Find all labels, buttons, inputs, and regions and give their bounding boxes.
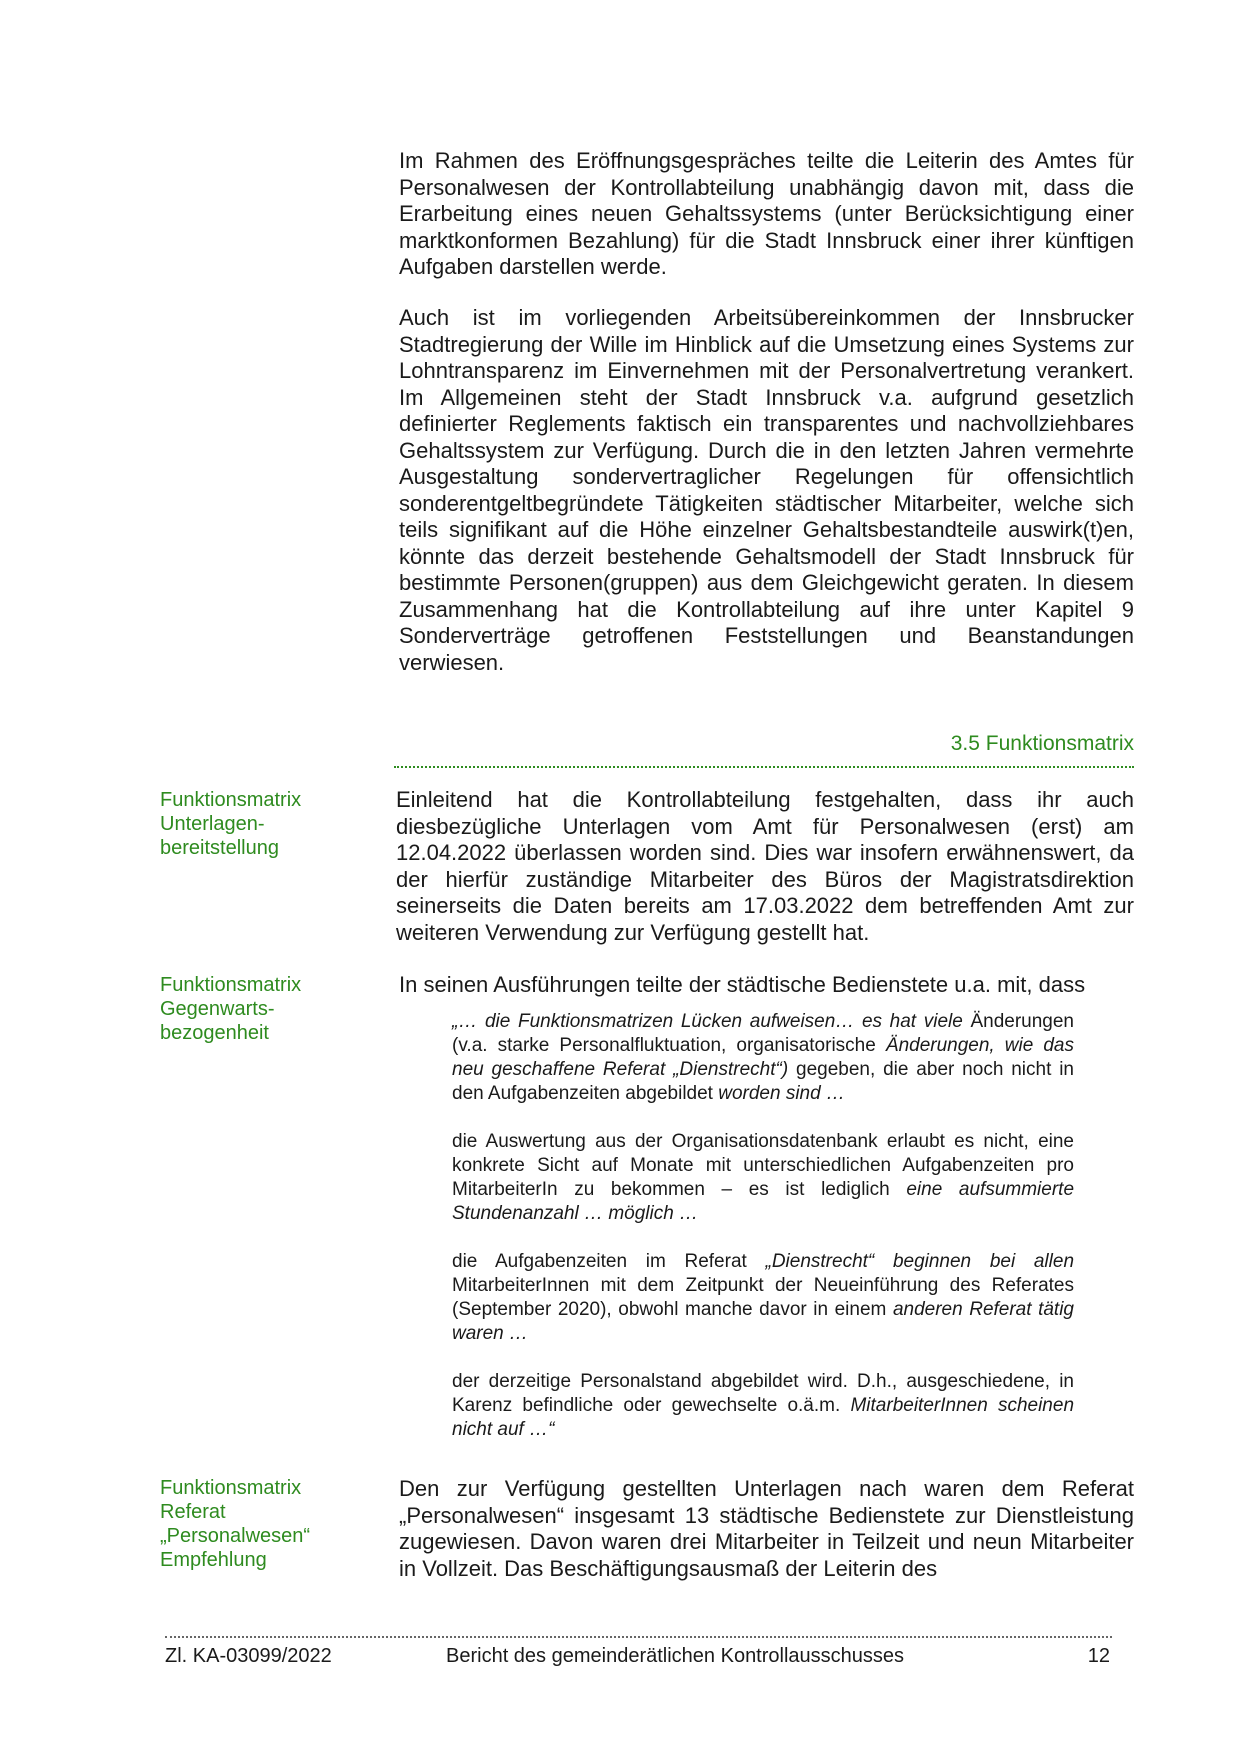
block-2-intro: In seinen Ausführungen teilte der städtische Bedienstete u.a. mit, dass [399,972,1086,997]
block-3-paragraph: Den zur Verfügung gestellten Unterlagen nach waren dem Referat „Personalwesen“ insgesamt 13 städtische Bedienstete zur Dienstleistung zugewiesen. Davon waren drei Mitarbeiter in Teilzeit und neun Mitarbeiter in Vollzeit. Das Beschäftigungsausmaß der Leiterin des [399,1476,1134,1581]
quote-paragraph-1 [452,1010,1074,1106]
margin-note-line: Unterlagen- [160,813,265,835]
margin-note-line: Gegenwarts- [160,998,275,1020]
quote-paragraph-3 [452,1250,1074,1346]
quote-text: MitarbeiterInnen mit dem Zeitpunkt der Neueinführung des Referates (September 2020), obwohl manche davor in einem [452,1275,1074,1320]
margin-note-line: bereitstellung [160,837,279,859]
margin-note-line: Empfehlung [160,1549,267,1571]
margin-note-line: „Personalwesen“ [160,1525,311,1547]
margin-note-gegenwart [160,973,390,1045]
quote-text: gegeben, die aber noch nicht in den Aufgabenzeiten abgebildet [452,1059,1075,1104]
quote-text: „… die Funktionsmatrizen Lücken aufweisen… es hat viele [452,1011,963,1032]
footer-divider [165,1636,1112,1638]
margin-note-referat [160,1476,390,1572]
intro-paragraph-1: Im Rahmen des Eröffnungsgespräches teilte die Leiterin des Amtes für Personalwesen der Kontrollabteilung unabhängig davon mit, dass die Erarbeitung eines neuen Gehaltssystems (unter Berücksichtigung einer marktkonformen Bezahlung) für die Stadt Innsbruck einer ihrer künftigen Aufgaben darstellen werde. [399,148,1134,279]
quote-text: die Aufgabenzeiten im Referat [452,1251,747,1272]
intro-paragraph-2: Auch ist im vorliegenden Arbeitsübereinkommen der Innsbrucker Stadtregierung der Wille im Hinblick auf die Umsetzung eines Systems zur Lohntransparenz im Einvernehmen mit der Personalvertretung verankert. Im Allgemeinen steht der Stadt Innsbruck v.a. aufgrund gesetzlich definierter Reglements faktisch ein transparentes und nachvollziehbares Gehaltssystem zur Verfügung. Durch die in den letzten Jahren vermehrte Ausgestaltung sondervertraglicher Regelungen für offensichtlich sonderentgeltbegründete Tätigkeiten städtischer Mitarbeiter, welche sich teils signifikant auf die Höhe einzelner Gehaltsbestandteile auswirk(t)en, könnte das derzeit bestehende Gehaltsmodell der Stadt Innsbruck für bestimmte Personen(gruppen) aus dem Gleichgewicht geraten. In diesem Zusammenhang hat die Kontrollabteilung auf ihre unter Kapitel 9 Sonderverträge getroffenen Feststellungen und Beanstandungen verwiesen. [399,305,1134,675]
margin-note-line: Funktionsmatrix [160,789,302,811]
quote-text: die Auswertung aus der Organisationsdatenbank erlaubt es nicht, eine konkrete Sicht auf Monate mit unterschiedlichen Aufgabenzeiten pro MitarbeiterIn zu bekommen – es ist lediglich [452,1131,1074,1200]
footer-title: Bericht des gemeinderätlichen Kontrollausschusses [446,1645,905,1667]
quote-text: anderen Referat tätig waren … [452,1299,1075,1344]
quote-paragraph-4 [452,1370,1074,1442]
quote-text: eine aufsummierte Stundenanzahl … möglich … [452,1179,1075,1224]
footer-reference: Zl. KA-03099/2022 [165,1645,332,1667]
quote-block [452,1010,1074,1466]
quote-text: der derzeitige Personalstand abgebildet wird. D.h., ausgeschiedene, in Karenz befindliche oder gewechselte o.ä.m. [452,1371,1074,1416]
quote-text: Änderungen, wie das neu geschaffene Referat „Dienstrecht“) [452,1035,1074,1080]
margin-note-line: Funktionsmatrix [160,1477,302,1499]
quote-text: worden sind … [718,1083,845,1104]
quote-text: MitarbeiterInnen scheinen nicht auf …“ [452,1395,1075,1440]
quote-text: Änderungen (v.a. starke Personalfluktuation, organisatorische [452,1011,1075,1056]
margin-note-line: Referat [160,1501,226,1523]
margin-note-unterlagen [160,788,390,860]
section-heading: 3.5 Funktionsmatrix [394,730,1134,768]
quote-text: „Dienstrecht“ beginnen bei allen [765,1251,1075,1272]
margin-note-line: Funktionsmatrix [160,974,302,996]
block-1-paragraph: Einleitend hat die Kontrollabteilung festgehalten, dass ihr auch diesbezügliche Unterlagen vom Amt für Personalwesen (erst) am 12.04.2022 überlassen worden sind. Dies war insofern erwähnenswert, da der hierfür zuständige Mitarbeiter des Büros der Magistratsdirektion seinerseits die Daten bereits am 17.03.2022 dem betreffenden Amt zur weiteren Verwendung zur Verfügung gestellt hat. [396,787,1134,945]
quote-paragraph-2 [452,1130,1074,1226]
footer-page-number: 12 [1087,1645,1110,1667]
margin-note-line: bezogenheit [160,1022,269,1044]
